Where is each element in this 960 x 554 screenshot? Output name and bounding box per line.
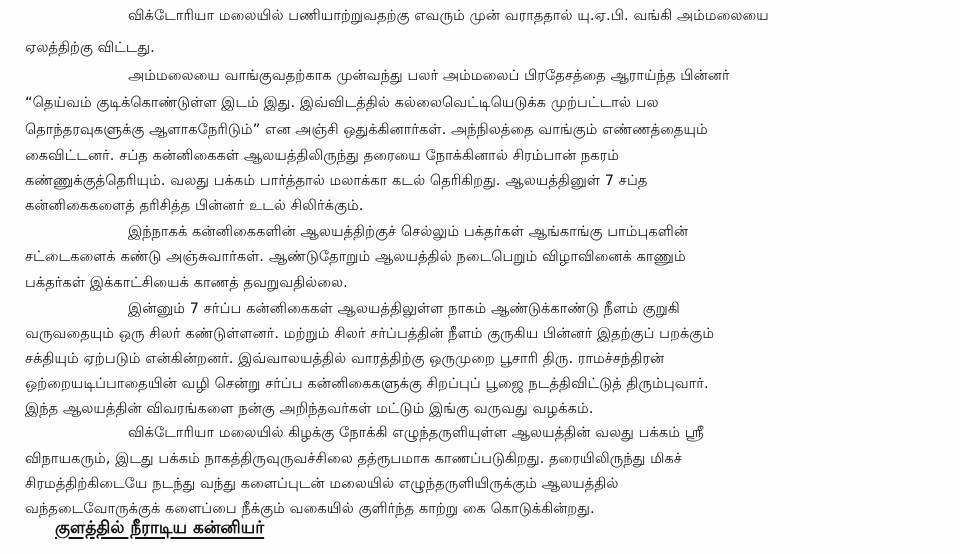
text-line: ஒற்றையடிப்பாதையின் வழி சென்று சர்ப்ப கன்னிகைகளுக்கு சிறப்புப் பூஜை நடத்திவிட்டுத் திரும்புவார். [25,376,709,392]
text-line: இன்னும் 7 சர்ப்ப கன்னிகைகள் ஆலயத்திலுள்ள நாகம் ஆண்டுக்காண்டு நீளம் குறுகி [128,301,680,317]
text-line: இந்நாகக் கன்னிகைகளின் ஆலயத்திற்குச் செல்லும் பக்தர்கள் ஆங்காங்கு பாம்புகளின் [128,224,689,240]
text-line: வருவதையும் ஒரு சிலர் கண்டுள்ளனர். மற்றும் சிலர் சர்ப்பத்தின் நீளம் குருகிய பின்னர் இதற்குப் பறக்கும் [25,326,715,342]
text-line: சட்டைகளைக் கண்டு அஞ்சுவார்கள். ஆண்டுதோறும் ஆலயத்தில் நடைபெறும் விழாவினைக் காணும் [25,249,686,265]
text-line: கண்ணுக்குத்தெரியும். வலது பக்கம் பார்த்தால் மலாக்கா கடல் தெரிகிறது. ஆலயத்தினுள் 7 சப்த [25,173,648,189]
text-line: அம்மலையை வாங்குவதற்காக முன்வந்து பலர் அம்மலைப் பிரதேசத்தை ஆராய்ந்த பின்னர் [128,68,730,84]
text-line: விக்டோரியா மலையில் கிழக்கு நோக்கி எழுந்தருளியுள்ள ஆலயத்தின் வலது பக்கம் ஸ்ரீ [128,425,704,441]
text-line: ஏலத்திற்கு விட்டது. [25,40,155,56]
text-line: விநாயகரும், இடது பக்கம் நாகத்திருவுருவச்சிலை தத்ரூபமாக காணப்படுகிறது. தரையிலிருந்து மிகச் [25,451,682,467]
section-heading: குளத்தில் நீராடிய கன்னியர் [55,518,265,538]
text-line: கன்னிகைகளைத் தரிசித்த பின்னர் உடல் சிலிர்க்கும். [25,198,364,214]
text-line: சக்தியும் ஏற்படும் என்கின்றனர். இவ்வாலயத்தில் வாரத்திற்கு ஒருமுறை பூசாரி திரு. ராமச்சந்திரன் [25,351,665,367]
text-line: சிரமத்திற்கிடையே நடந்து வந்து களைப்புடன் மலையில் எழுந்தருளியிருக்கும் ஆலயத்தில் [25,476,619,492]
text-line: இந்த ஆலயத்தின் விவரங்களை நன்கு அறிந்தவர்கள் மட்டும் இங்கு வருவது வழக்கம். [25,401,594,417]
text-line: வந்தடைவோருக்குக் களைப்பை நீக்கும் வகையில் குளிர்ந்த காற்று கை கொடுக்கின்றது. [25,501,595,517]
text-line: பக்தர்கள் இக்காட்சியைக் காணத் தவறுவதில்லை. [25,275,348,291]
text-line: கைவிட்டனர். சப்த கன்னிகைகள் ஆலயத்திலிருந்து தரையை நோக்கினால் சிரம்பான் நகரம் [25,148,619,164]
text-line: “தெய்வம் குடிக்கொண்டுள்ள இடம் இது. இவ்விடத்தில் கல்லைவெட்டியெடுக்க முற்பட்டால் பல [25,95,659,111]
text-line: விக்டோரியா மலையில் பணியாற்றுவதற்கு எவரும் முன் வராததால் யு.ஏ.பி. வங்கி அம்மலையை [128,8,769,24]
text-line: தொந்தரவுகளுக்கு ஆளாகநேரிடும்” என அஞ்சி ஒதுக்கினார்கள். அந்நிலத்தை வாங்கும் எண்ணத்தையும் [25,122,708,138]
